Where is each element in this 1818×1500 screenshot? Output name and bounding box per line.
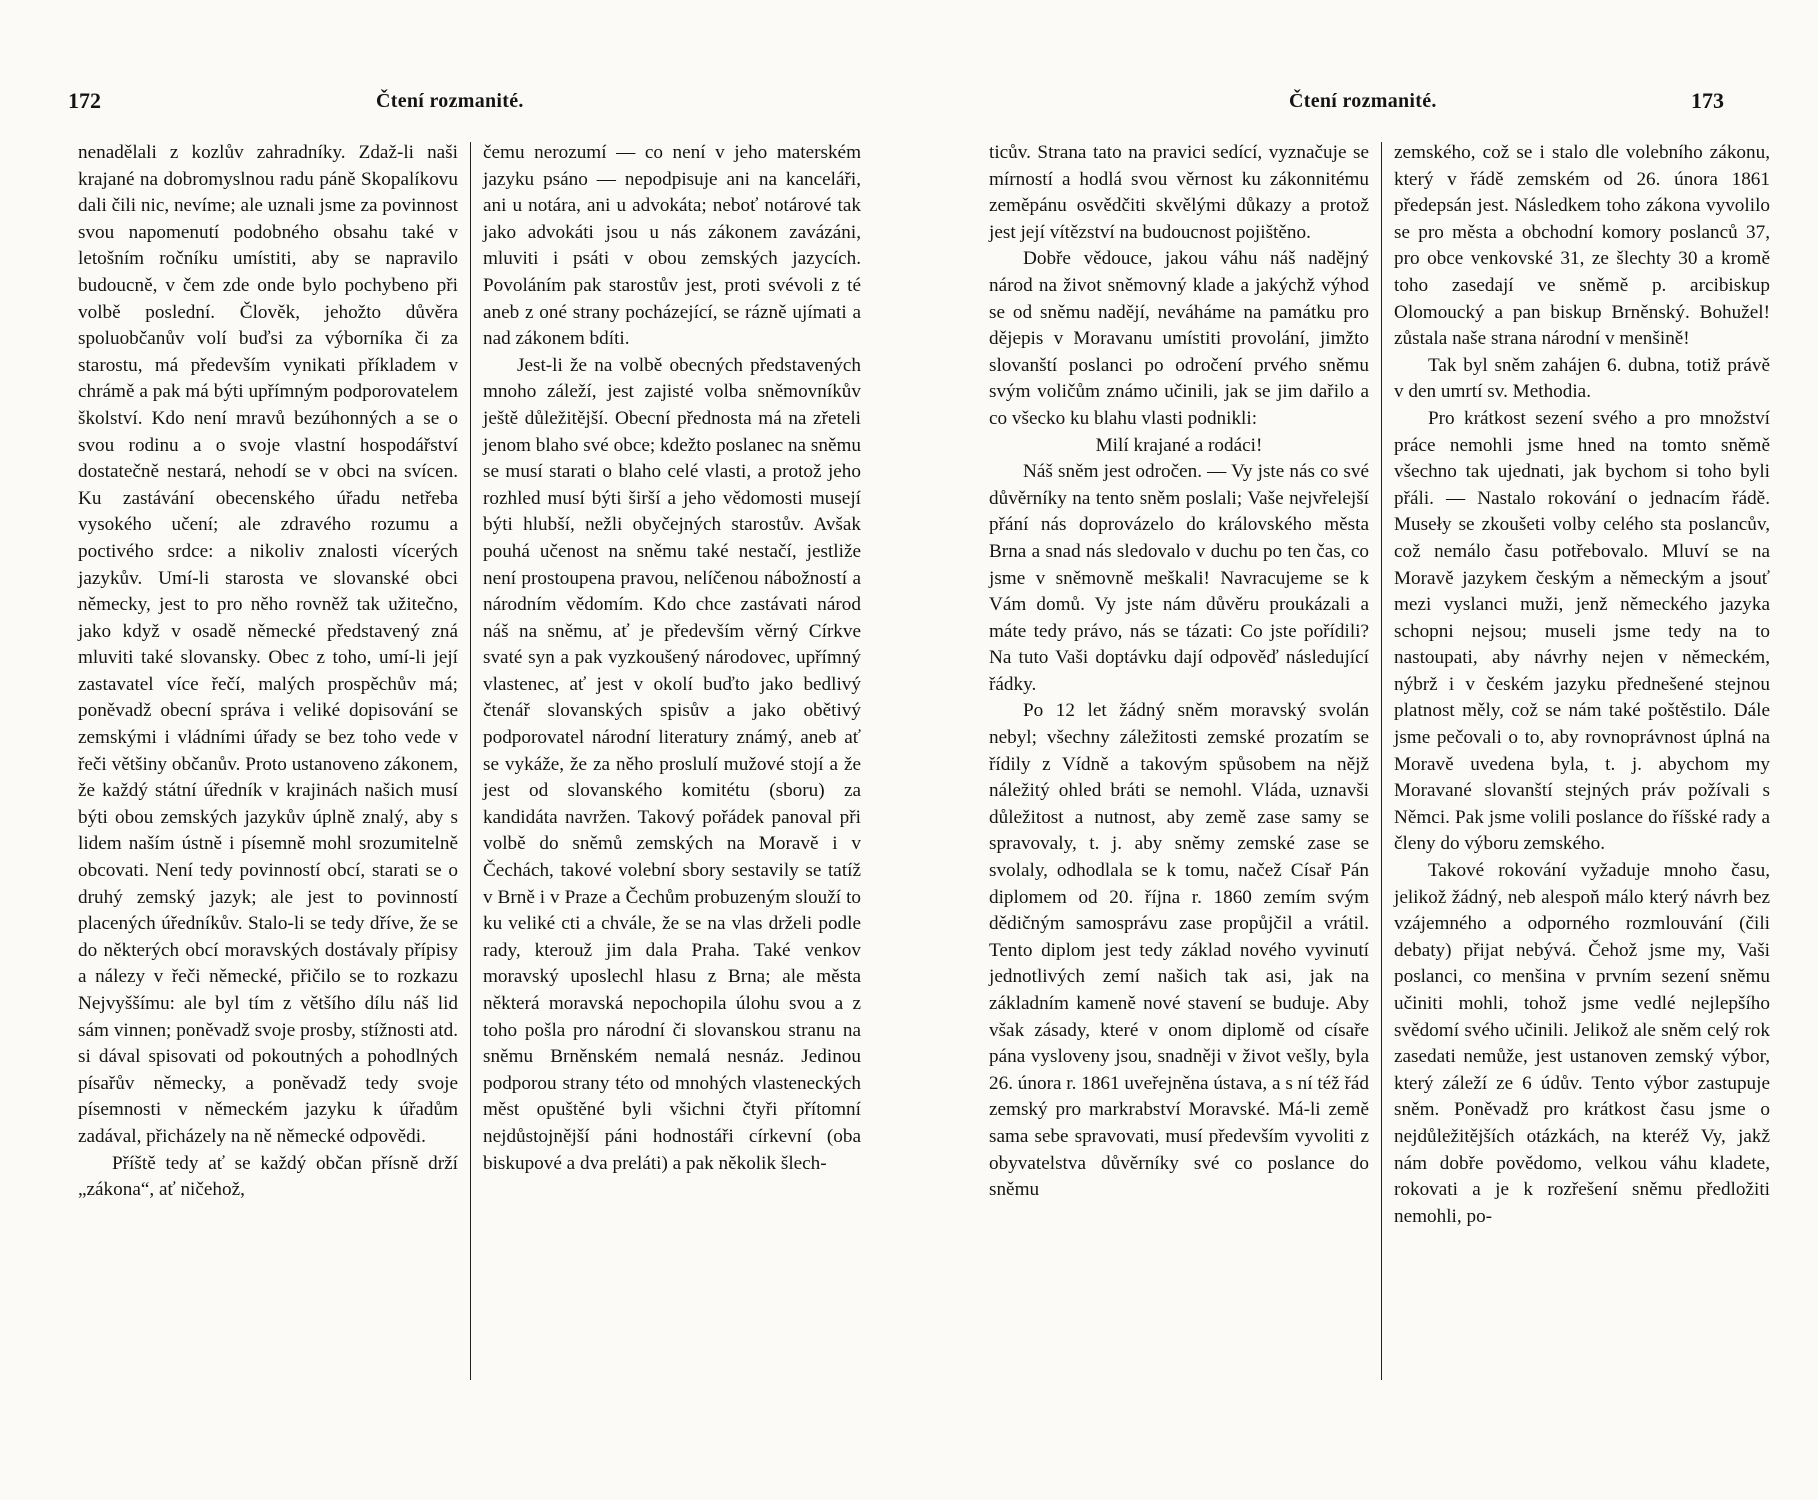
paragraph: čemu nerozumí — co není v jeho materském jazyku psáno — nepodpisuje ani na kanceláři, ani u notára, ani u advokáta; neboť notárové tak jako advokáti jsou u nás zákonem zavázáni, mluviti i psáti v obou zemských jazycích. Povoláním pak starostův jest, proti svévoli z té aneb z oné strany pocházející, se rázně ujímati a nad zákonem bdíti. [483, 142, 861, 350]
text-column-1 [78, 140, 458, 1204]
paragraph: Pro krátkost sezení svého a pro množství práce nemohli jsme hned na tomto sněmě všechno tak ujednati, jak bychom si toho byli přáli. — Nastalo rokování o jednacím řádě. Museły se zkoušeti volby celého sta poslancův, což nemálo času potřebovalo. Mluví se na Moravě jazykem českým a německým a jsouť mezi vyslanci muži, jenž německého jazyka schopni nejsou; museli jsme tedy na to nastoupati, aby návrhy nejen v německém, nýbrž i v českém jazyku přednešené stejnou platnost měly, což se nám také poštěstilo. Dále jsme pečovali o to, aby rovnoprávnost úplná na Moravě uvedena byla, t. j. abychom my Moravané slovanští stejných práv požívali s Němci. Pak jsme volili poslance do říšské rady a členy do výboru zemského. [1394, 407, 1770, 855]
paragraph: Příště tedy ať se každý občan přísně drží „zákona“, ať ničehož, [78, 1152, 458, 1201]
paragraph: Náš sněm jest odročen. — Vy jste nás co své důvěrníky na tento sněm poslali; Vaše nejvřelejší přání nás doprovázelo do královského města Brna a snad nás sledovalo v duchu po ten čas, co jsme v sněmovně meškali! Navracujeme se k Vám domů. Vy jste nám důvěru proukázali a máte tedy právo, nás se tázati: Co jste pořídili? Na tuto Vaši doptávku dají odpověď následující řádky. [989, 461, 1369, 695]
text-column-1 [989, 140, 1369, 1204]
page-number: 172 [68, 88, 101, 113]
paragraph: Tak byl sněm zahájen 6. dubna, totiž právě v den umrtí sv. Methodia. [1394, 354, 1770, 403]
text-column-2 [1394, 140, 1770, 1230]
text-column-2 [483, 140, 861, 1177]
paragraph: zemského, což se i stalo dle volebního zákonu, který v řádě zemském od 26. února 1861 předepsán jest. Následkem toho zákona vyvolilo se pro města a obchodní komory poslanců 37, pro obce venkovské 31, ze šlechty 30 a kromě toho zasedají ve sněmě p. arcibiskup Olomoucký a pan biskup Brněnský. Bohužel! zůstala naše strana národní v menšině! [1394, 142, 1770, 350]
running-head: Čtení rozmanité. [1289, 90, 1437, 112]
paragraph: Dobře vědouce, jakou váhu náš nadějný národ na život sněmovný klade a jakýchž výhod se od sněmu nadějí, neváháme na památku pro dějepis v Moravanu umístiti provolání, jimžto slovanští poslanci po odročení prvého sněmu svým voličům známo učinili, jak se jim dařilo a co všecko ku blahu vlasti podnikli: [989, 248, 1369, 429]
running-head: Čtení rozmanité. [376, 90, 524, 112]
paragraph: ticův. Strana tato na pravici sedící, vyznačuje se mírností a hodlá svou věrnost ku zákonnitému zeměpánu osvědčiti skvělými důkazy a protož jest její vítězství na budoucnost pojištěno. [989, 142, 1369, 243]
paragraph: Po 12 let žádný sněm moravský svolán nebyl; všechny záležitosti zemské prozatím se řídily z Vídně a takovým spůsobem na nějž náležitý ohled bráti se nemohl. Vláda, uznavši důležitost a nutnost, aby země zase samy se spravovaly, t. j. aby sněmy zemské zase se svolaly, odhodlala se k tomu, načež Císař Pán diplomem od 20. října r. 1860 zemím svým dědičným samosprávu zase propůjčil a vrátil. Tento diplom jest tedy základ nového vyvinutí jednotlivých zemí našich tak asi, jak na základním kameně nové stavení se buduje. Aby však zásady, které v onom diplomě od císaře pána vysloveny jsou, snadněji v život vešly, byla 26. února r. 1861 uveřejněna ústava, a s ní též řád zemský pro markrabství Moravské. Má-li země sama sebe spravovati, musí především vyvoliti z obyvatelstva důvěrníky své co poslance do sněmu [989, 700, 1369, 1201]
paragraph: Takové rokování vyžaduje mnoho času, jelikož žádný, neb alespoň málo který návrh bez vzájemného a odporného rozmlouvání (čili debaty) přijat nebývá. Čehož jsme my, Vaši poslanci, co menšina v prvním sezení sněmu učiniti mohli, tohož jsme vedlé nejlepšího svědomí svého učinili. Jelikož ale sněm celý rok zasedati nemůže, jest ustanoven zemský výbor, který záleží ze 6 údův. Tento výbor zastupuje sněm. Poněvadž pro krátkost času jsme o nejdůležitějších otázkách, na kteréž Vy, jakž nám dobře povědomo, velkou váhu kladete, rokovati a je k rozřešení sněmu předložiti nemohli, po- [1394, 860, 1770, 1227]
paragraph: nenadělali z kozlův zahradníky. Zdaž-li naši krajané na dobromyslnou radu páně Skopalíkovu dali čili nic, nevíme; ale uznali jsme za povinnost svou napomenutí podobného obsahu také v letošním ročníku umístiti, aby se napravilo budoucně, v čem zde onde bylo pochybeno při volbě poslední. Člověk, jehožto důvěra spoluobčanův volí buďsi za výborníka či za starostu, má především vynikati příkladem v chrámě a pak má býti upřímným podporovatelem školství. Kdo není mravů bezúhonných a se o svou rodinu a o svoje vlastní hospodářství dostatečně nestará, nehodí se v obci na svícen. Ku zastávání obecenského úřadu netřeba vysokého učení; ale zdravého rozumu a poctivého srdce: a nikoliv znalosti vícerých jazykův. Umí-li starosta ve slovanské obci německy, jest to pro něho rovněž tak užitečno, jako když v osadě německé představený zná mluviti také slovansky. Obec z toho, umí-li její zastavatel více řečí, malých prospěchův má; poněvadž obecní správa i veliké dopisování se zemskými i vládními úřady se bez toho vede v řeči většiny občanův. Proto ustanoveno zákonem, že každý státní úředník v krajinách našich musí býti obou zemských jazykův úplně znalý, aby s lidem naším ústně i písemně mohl srozumitelně obcovati. Není tedy povinností obcí, starati se o druhý zemský jazyk; ale jest to povinností placených úředníkův. Stalo-li se tedy dříve, že se do některých obcí moravských dostávaly přípisy a nálezy v řeči německé, přičilo se to rozkazu Nejvyššímu: ale byl tím z většího dílu náš lid sám vinnen; poněvadž svoje prosby, stížnosti atd. si dával spisovati od pokoutných a pohodlných písařův německy, a poněvadž tedy svoje písemnosti v německém jazyku k úřadům zadával, přicházely na ně německé odpovědi. [78, 142, 458, 1147]
column-divider [1381, 142, 1382, 1380]
paragraph: Jest-li že na volbě obecných představených mnoho záleží, jest zajisté volba sněmovníkův ještě důležitější. Obecní přednosta má na zřeteli jenom blaho své obce; kdežto poslanec na sněmu se musí starati o blaho celé vlasti, a protož jeho rozhled musí býti širší a jeho vědomosti musejí býti hlubší, nežli obyčejných starostův. Avšak pouhá učenost na sněmu také nestačí, jestliže není prostoupena pravou, nelíčenou nábožností a národním vědomím. Kdo chce zastávati národ náš na sněmu, ať je především věrný Církve svaté syn a pak vyzkoušený národovec, upřímný vlastenec, ať jest v okolí buďto jako bedlivý čtenář slovanských spisův a jako obětivý podporovatel národní literatury známý, aneb ať se vykáže, že za něho proslulí mužové stojí a že jest od slovanského komitétu (sboru) za kandidáta navržen. Takový pořádek panoval při volbě do sněmů zemských na Moravě i v Čechách, takové volební sbory sestavily se tatíž v Brně i v Praze a Čechům probuzeným slouží to ku veliké cti a chvále, že se na vlas drželi podle rady, kterouž jim dala Praha. Také venkov moravský uposlechl hlasu z Brna; ale města některá moravská nepochopila úlohu svou a z toho pošla pro národní či slovanskou stranu na sněmu Brněnském nemalá nesnáz. Jedinou podporou strany této od mnohých vlasteneckých měst opuštěné byli všichni čtyři přítomní nejdůstojnější páni hodnostáři církevní (oba biskupové a dva preláti) a pak několik šlech- [483, 354, 861, 1174]
column-divider [470, 142, 471, 1380]
salutation: Milí krajané a rodáci! [1095, 434, 1263, 456]
right-page [909, 0, 1818, 1500]
page-number: 173 [1691, 88, 1724, 113]
